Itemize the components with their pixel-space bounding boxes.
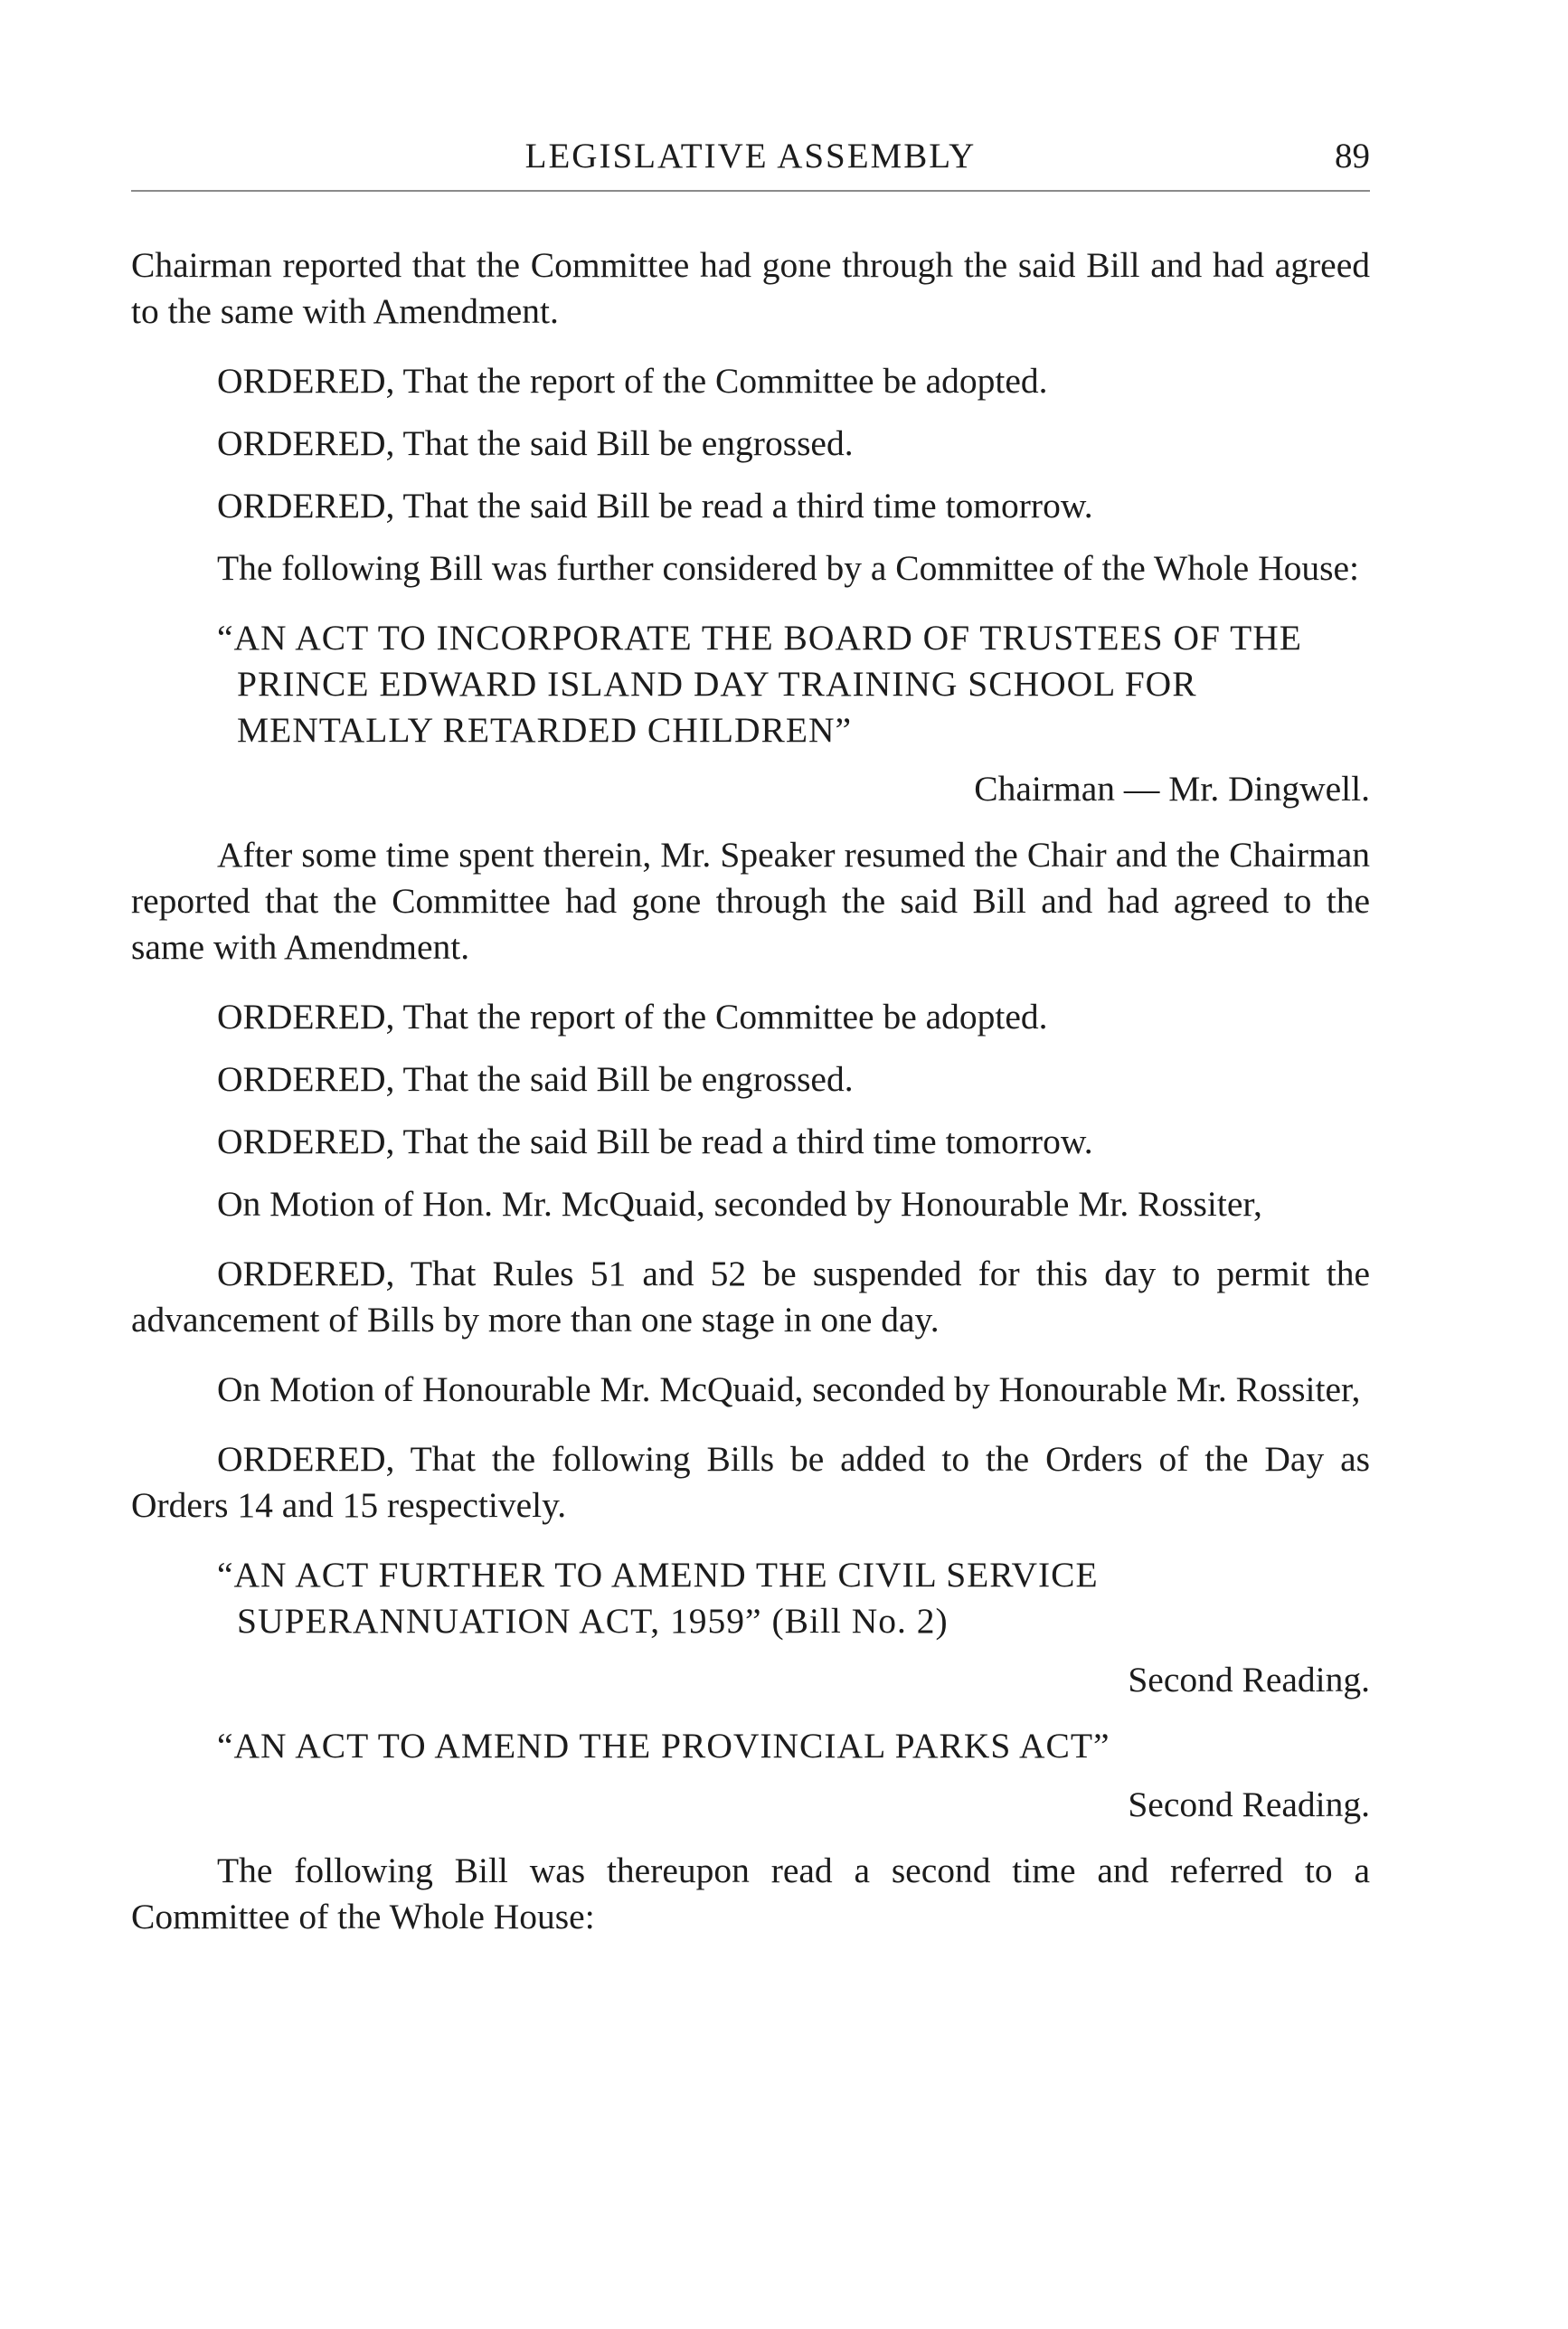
page-number: 89 [1335,137,1370,175]
bill-title [217,1552,1370,1644]
running-title: LEGISLATIVE ASSEMBLY [524,137,977,175]
order-paragraph: ORDERED, That the following Bills be added to the Orders of the Day as Orders 14 and 15 respectively. [131,1439,1370,1525]
order-paragraph: ORDERED, That the report of the Committee be adopted. [217,997,1048,1037]
order-paragraph: ORDERED, That the said Bill be engrossed. [217,1059,854,1099]
paragraph: The following Bill was thereupon read a second time and referred to a Committee of the Whole House: [131,1851,1370,1936]
bill-stage: Second Reading. [1128,1785,1370,1824]
bill-title-text: “AN ACT TO AMEND THE PROVINCIAL PARKS ACT” [217,1726,1110,1766]
bill-stage: Second Reading. [1128,1660,1370,1699]
motion-paragraph: On Motion of Hon. Mr. McQuaid, seconded by Honourable Mr. Rossiter, [217,1184,1262,1224]
order-paragraph: ORDERED, That the said Bill be read a third time tomorrow. [217,1122,1093,1161]
paragraph: Chairman reported that the Committee had gone through the said Bill and had agreed to the same with Amendment. [131,245,1370,331]
paragraph: The following Bill was further considered by a Committee of the Whole House: [217,548,1359,588]
page-body [131,242,1370,1964]
bill-chairman: Chairman — Mr. Dingwell. [974,769,1370,809]
paragraph: After some time spent therein, Mr. Speaker resumed the Chair and the Chairman reported that the Committee had gone through the said Bill and had agreed to the same with Amendment. [131,835,1370,967]
order-paragraph: ORDERED, That Rules 51 and 52 be suspended for this day to permit the advancement of Bills by more than one stage in one day. [131,1254,1370,1340]
order-paragraph: ORDERED, That the report of the Committee be adopted. [217,361,1048,401]
bill-title [217,1723,1370,1769]
order-paragraph: ORDERED, That the said Bill be read a third time tomorrow. [217,486,1093,525]
bill-title-text: “AN ACT FURTHER TO AMEND THE CIVIL SERVICE SUPERANNUATION ACT, 1959” (Bill No. 2) [217,1555,1099,1641]
running-header [131,136,1370,192]
motion-paragraph: On Motion of Honourable Mr. McQuaid, seconded by Honourable Mr. Rossiter, [217,1369,1361,1409]
order-paragraph: ORDERED, That the said Bill be engrossed. [217,423,854,463]
bill-title [217,615,1370,753]
bill-title-text: “AN ACT TO INCORPORATE THE BOARD OF TRUSTEES OF THE PRINCE EDWARD ISLAND DAY TRAINING SCHOOL FOR MENTALLY RETARDED CHILDREN” [217,618,1302,750]
